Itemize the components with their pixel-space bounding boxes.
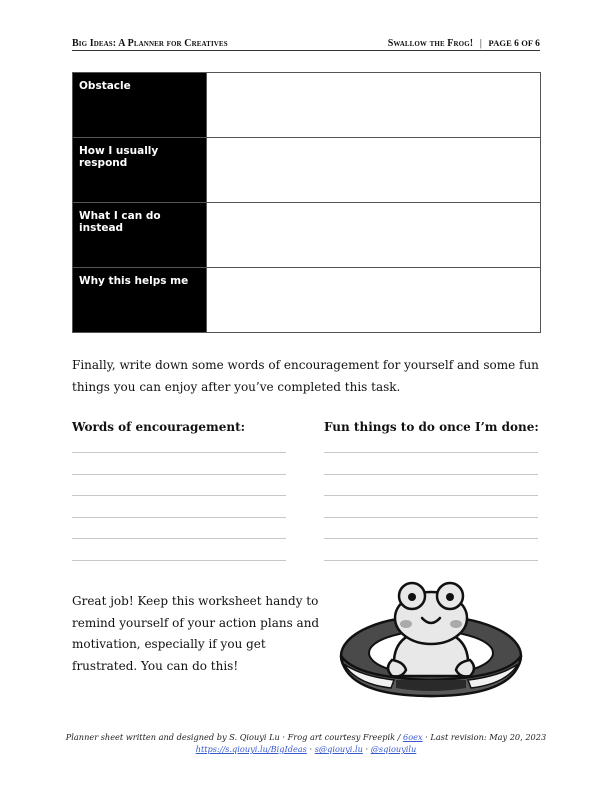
alternative-field[interactable] [207, 203, 541, 268]
page-number: PAGE 6 OF 6 [488, 38, 540, 49]
usual-response-field[interactable] [207, 138, 541, 203]
writing-line[interactable] [324, 560, 538, 561]
intro-paragraph: Finally, write down some words of encouragement for yourself and some fun things you can enjoy after you’ve completed this task. [72, 358, 539, 394]
table-row [73, 268, 541, 333]
page-header [72, 37, 540, 51]
fun-things-heading: Fun things to do once I’m done: [324, 420, 539, 434]
writing-line[interactable] [72, 517, 286, 518]
reflection-table [72, 72, 541, 333]
writing-line[interactable] [72, 538, 286, 539]
frog-swim-ring-icon [336, 580, 526, 702]
email-link[interactable]: s@qiouyi.lu [314, 744, 363, 754]
writing-line[interactable] [72, 560, 286, 561]
why-helps-field[interactable] [207, 268, 541, 333]
closing-paragraph: Great job! Keep this worksheet handy to remind yourself of your action plans and motivation, especially if you get frustrated. You can do this! [72, 594, 320, 673]
worksheet-title: Swallow the Frog! [387, 38, 474, 49]
row-label-obstacle: Obstacle [73, 73, 207, 138]
social-handle-link[interactable]: @sqiouyilu [370, 744, 417, 754]
obstacle-field[interactable] [207, 73, 541, 138]
writing-line[interactable] [324, 517, 538, 518]
writing-line[interactable] [72, 452, 286, 453]
writing-line[interactable] [72, 495, 286, 496]
row-label-why-helps: Why this helps me [73, 268, 207, 333]
website-link[interactable]: https://s.qiouyi.lu/BigIdeas [195, 744, 307, 754]
row-label-alternative: What I can do instead [73, 203, 207, 268]
header-separator: | [479, 38, 482, 49]
table-row [73, 73, 541, 138]
writing-line[interactable] [324, 474, 538, 475]
writing-line[interactable] [324, 495, 538, 496]
writing-line[interactable] [324, 452, 538, 453]
page-info [388, 38, 540, 49]
writing-line[interactable] [324, 538, 538, 539]
fun-things-lines[interactable] [324, 452, 538, 582]
table-row [73, 138, 541, 203]
freepik-link[interactable]: 6oex [403, 732, 423, 742]
table-row [73, 203, 541, 268]
encouragement-heading: Words of encouragement: [72, 420, 246, 434]
planner-title: Big Ideas: A Planner for Creatives [72, 38, 228, 49]
encouragement-lines[interactable] [72, 452, 286, 582]
page-footer [0, 731, 612, 755]
row-label-usual-response: How I usually respond [73, 138, 207, 203]
footer-contact: https://s.qiouyi.lu/BigIdeas · s@qiouyi.lu · @sqiouyilu [195, 744, 417, 754]
writing-line[interactable] [72, 474, 286, 475]
footer-credits: Planner sheet written and designed by S. Qiouyi Lu · Frog art courtesy Freepik / 6oex · Last revision: May 20, 2023 [65, 732, 547, 742]
